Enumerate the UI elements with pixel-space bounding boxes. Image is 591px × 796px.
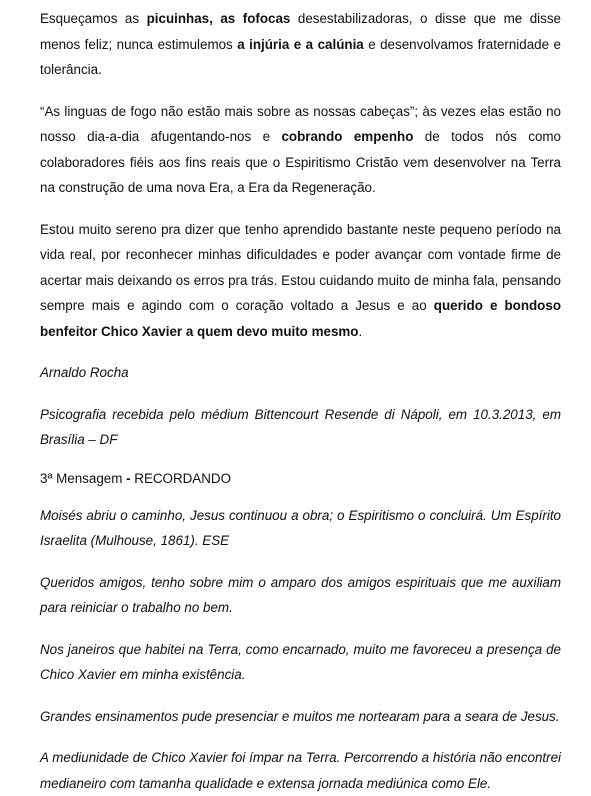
paragraph-tongues-of-fire — [40, 99, 561, 201]
text: desestabilizadoras, o disse que me disse menos feliz; nunca estimulemos — [40, 11, 561, 52]
text: . — [358, 323, 363, 339]
epigraph — [40, 503, 561, 554]
paragraph-januaries — [40, 637, 561, 688]
text: Moisés abriu o caminho, Jesus continuou a obra; o Espiritismo o concluirá. Um Espírito Israelita (Mulhouse, 1861). ESE — [40, 507, 561, 548]
text: Nos janeiros que habitei na Terra, como encarnado, muito me favoreceu a presença de Chico Xavier em minha existência. — [40, 641, 561, 682]
text: RECORDANDO — [134, 470, 231, 486]
bold-text: - — [122, 470, 135, 486]
psychography-note — [40, 402, 561, 453]
text: Grandes ensinamentos pude presenciar e muitos me nortearam para a seara de Jesus. — [40, 708, 560, 724]
paragraph-mediumship — [40, 745, 561, 796]
section-heading — [40, 469, 561, 489]
text: 3ª Mensagem — [40, 470, 123, 486]
paragraph-serene — [40, 217, 561, 345]
text: “As linguas de fogo não estão mais sobre as nossas cabeças”; às vezes elas estão no nosso dia-a-dia afugentando-nos e — [40, 103, 561, 144]
signature-author — [40, 360, 561, 386]
bold-text: picuinhas, as fofocas — [146, 11, 291, 26]
paragraph-gossip — [40, 6, 561, 83]
text: de todos nós como colaboradores fiéis aos fins reais que o Espiritismo Cristão vem desenvolver na Terra na construção de uma nova Era, a Era da Regeneração. — [40, 129, 561, 195]
text: Arnaldo Rocha — [40, 365, 129, 380]
bold-text: a injúria e a calúnia — [237, 36, 364, 52]
text: Esqueçamos as — [40, 11, 147, 26]
text: A mediunidade de Chico Xavier foi ímpar na Terra. Percorrendo a história não encontrei medianeiro com tamanha qualidade e extensa jornada mediúnica como Ele. — [40, 750, 561, 791]
text: e desenvolvamos fraternidade e tolerância. — [40, 36, 561, 77]
text: Psicografia recebida pelo médium Bittencourt Resende di Nápoli, em 10.3.2013, em Brasília – DF — [40, 406, 561, 447]
paragraph-dear-friends — [40, 570, 561, 621]
bold-text: querido e bondoso benfeitor Chico Xavier a quem devo muito mesmo — [40, 298, 561, 339]
paragraph-teachings — [40, 704, 561, 730]
text: Queridos amigos, tenho sobre mim o amparo dos amigos espirituais que me auxiliam para reiniciar o trabalho no bem. — [40, 574, 561, 615]
text: Estou muito sereno pra dizer que tenho aprendido bastante neste pequeno período na vida real, por reconhecer minhas dificuldades e poder avançar com vontade firme de acertar mais deixando os erros pra trás. Estou cuidando muito de minha fala, pensando sempre mais e agindo com o coração voltado a Jesus e ao — [40, 221, 561, 313]
bold-text: cobrando empenho — [281, 129, 414, 144]
